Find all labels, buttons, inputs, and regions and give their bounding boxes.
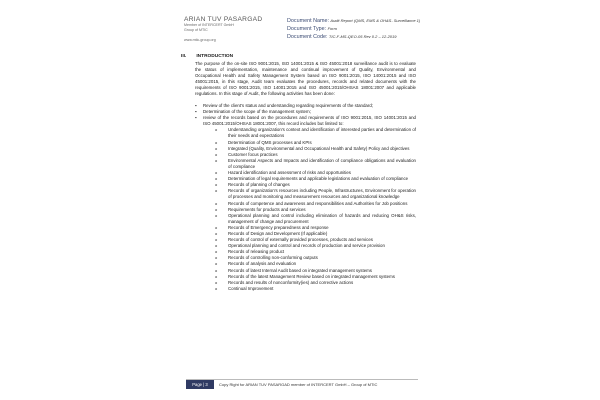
record-item: o Operational planning and control and records of production and service provision bbox=[203, 243, 416, 249]
record-item: o Records of organization's resources including People, Infrastructures, Environment for operation of processes and monitoring and measurement resources and organizational knowledge bbox=[203, 188, 416, 200]
record-item: o Determination of legal requirements and applicable legislations and evaluation of compliance bbox=[203, 176, 416, 182]
footer-copyright: Copy Right for ARIAN TUV PASARGAD member of INTERCERT GmbH – Group of MTIC bbox=[219, 382, 378, 387]
page-footer bbox=[186, 379, 418, 389]
company-group: Group of MTIC bbox=[184, 27, 208, 32]
record-item: o Requirements for products and services bbox=[203, 207, 416, 213]
record-item: o Records of control of externally provided processes, products and services bbox=[203, 237, 416, 243]
record-item: o Records of Design and Development (If applicable) bbox=[203, 231, 416, 237]
document-code-label: Document Code: bbox=[287, 34, 328, 40]
record-item: o Records of controlling non-conforming outputs bbox=[203, 255, 416, 261]
record-item: o Records of competence and awareness and responsibilities and Authorities for Job positions bbox=[203, 201, 416, 207]
document-code-row bbox=[287, 33, 420, 41]
record-item: o Records of latest Internal Audit based on integrated management systems bbox=[203, 268, 416, 274]
record-item: o Determination of QMS processes and KPIs bbox=[203, 140, 416, 146]
record-item: o Environmental Aspects and Impacts and identification of compliance obligations and evaluation of compliance bbox=[203, 158, 416, 170]
activities-list bbox=[195, 103, 416, 292]
record-item: o Records of Emergency preparedness and response bbox=[203, 225, 416, 231]
activity-item: ▪ Determination of the scope of the management system; bbox=[195, 109, 416, 115]
activity-item-text: review of the records based on the procedures and requirements of ISO 9001:2015, ISO 14001:2015 and ISO 45001:2015/OHSAS 18001:2007, this record includes but limited to: bbox=[203, 115, 416, 127]
intro-paragraph: The purpose of the on-site ISO 9001:2015, ISO 14001:2015 & ISO 45001:2018 surveillance audit is to evaluate the status of implementation, maintenance and continual improvement of Quality, Environmental and Occupational Health and Safety Management System based on ISO 9001:2015, ISO 14001:2015 and ISO 45001:2015, in this stage, Audit team evaluates the procedures, records and related documents with the requirements of ISO 9001:2015, ISO 14001:2015 and ISO 45001:2015/OHSAS 18001:2007 and applicable regulations. In this stage of Audit, the following activities has been done: bbox=[195, 61, 416, 97]
company-name: ARIAN TUV PASARGAD bbox=[184, 16, 263, 23]
company-logo-block bbox=[184, 16, 262, 42]
record-item: o Records and results of nonconformity(ies) and corrective actions bbox=[203, 280, 416, 286]
document-info bbox=[287, 17, 420, 41]
record-item: o Customer focus practices bbox=[203, 152, 416, 158]
page-number: Page | 3 bbox=[186, 380, 214, 389]
document-code-value: TIC-F-MS-QEO-05 Rev 0.2 – 12-2019 bbox=[328, 34, 397, 39]
activity-item-records bbox=[195, 115, 416, 292]
document-type-value: Form bbox=[327, 26, 337, 31]
record-item: o Records of planning of changes bbox=[203, 182, 416, 188]
records-sublist bbox=[203, 127, 416, 292]
company-member: Member of INTERCERT GmbH bbox=[184, 23, 234, 27]
document-name-row bbox=[287, 17, 420, 25]
section-title: INTRODUCTION bbox=[196, 54, 234, 59]
document-type-row bbox=[287, 25, 420, 33]
record-item: o Operational planning and control including elimination of hazards and reducing OH&S risks, management of change and procurement bbox=[203, 213, 416, 225]
section-number: III. bbox=[181, 54, 187, 59]
section-heading bbox=[181, 54, 233, 59]
record-item: o Records of releasing product bbox=[203, 249, 416, 255]
record-item: o Hazard identification and assessment of risks and opportunities bbox=[203, 170, 416, 176]
document-name-value: Audit Report (QMS, EMS & OH&S- Surveillance 1) bbox=[330, 18, 421, 23]
company-website: www.mtic-group.org bbox=[184, 38, 216, 43]
record-item: o Understanding organization's context and identification of interested parties and determination of their needs and expectations bbox=[203, 127, 416, 139]
record-item: o Records of analysis and evaluation bbox=[203, 261, 416, 267]
activity-item: ▪ Review of the client's status and understanding regarding requirements of the standard; bbox=[195, 103, 416, 109]
record-item: o Records of the latest Management Review based on integrated management systems bbox=[203, 274, 416, 280]
document-type-label: Document Type: bbox=[287, 26, 327, 32]
document-name-label: Document Name: bbox=[287, 18, 329, 24]
record-item: o Integrated (Quality, Environmental and Occupational Health and Safety) Policy and objectives bbox=[203, 146, 416, 152]
record-item: o Continual Improvement bbox=[203, 286, 416, 292]
